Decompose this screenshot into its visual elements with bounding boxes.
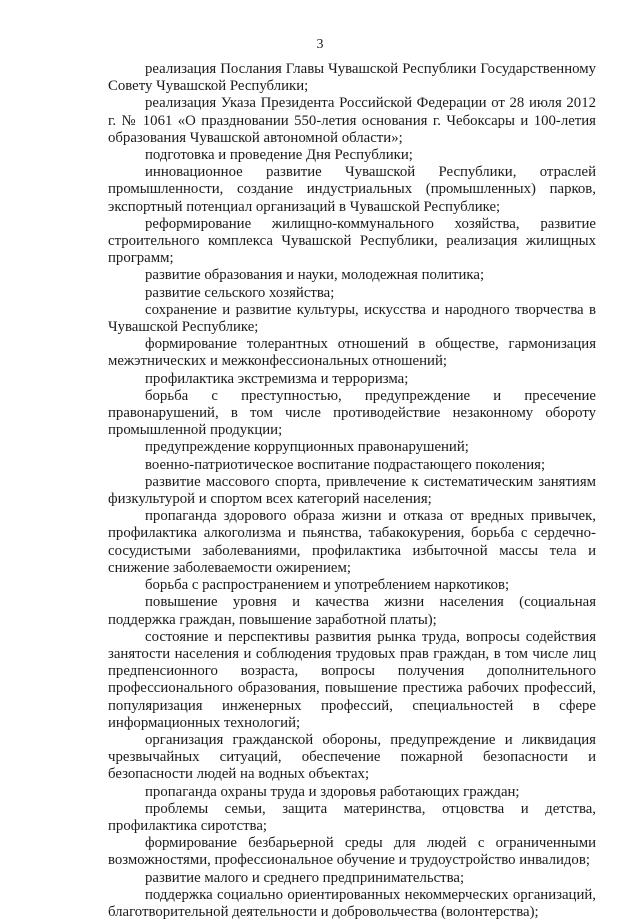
list-item: военно-патриотическое воспитание подрастающего поколения; [145,456,546,473]
list-item: пропаганда здорового образа жизни и отказа от вредных привычек, профилактика алкоголизма и пьянства, табакокурения, борьба с сердечно-сосудистыми заболеваниями, профилактика избыточной массы тела и снижение заболеваемости ожирением; [108,508,596,576]
list-item: инновационное развитие Чувашской Республики, отраслей промышленности, создание индустриальных (промышленных) парков, экспортный потенциал организаций в Чувашской Республике; [108,164,596,215]
list-item: подготовка и проведение Дня Республики; [145,147,413,164]
list-item: состояние и перспективы развития рынка труда, вопросы содействия занятости населения и соблюдения трудовых прав граждан, в том числе лиц предпенсионного возраста, вопросы получения дополнительного профессионального образования, повышение престижа рабочих профессий, популяризация инженерных профессий, специальностей в сфере информационных технологий; [108,628,596,731]
list-item: реализация Послания Главы Чувашской Республики Государственному Совету Чувашской Республики; [108,61,596,95]
list-item: предупреждение коррупционных правонарушений; [145,439,469,456]
list-item: пропаганда охраны труда и здоровья работающих граждан; [145,783,520,800]
list-item: развитие малого и среднего предпринимательства; [145,869,465,886]
list-item: профилактика экстремизма и терроризма; [145,370,409,387]
list-item: борьба с распространением и употреблением наркотиков; [145,577,510,594]
list-item: повышение уровня и качества жизни населения (социальная поддержка граждан, повышение заработной платы); [108,594,596,628]
list-item: реформирование жилищно-коммунального хозяйства, развитие строительного комплекса Чувашской Республики, реализация жилищных программ; [108,215,596,267]
page-number: 3 [316,37,324,52]
list-item: поддержка социально ориентированных некоммерческих организаций, благотворительной деятельности и добровольчества (волонтерства); [108,886,596,920]
list-item: развитие массового спорта, привлечение к систематическим занятиям физкультурой и спортом всех категорий населения; [108,473,596,508]
list-item: реализация Указа Президента Российской Федерации от 28 июля 2012 г. № 1061 «О праздновании 550-летия основания г. Чебоксары и 100-летия образования Чувашской автономной области»; [108,95,596,146]
list-item: развитие образования и науки, молодежная политика; [145,267,485,284]
list-item: борьба с преступностью, предупреждение и пресечение правонарушений, в том числе противодействие незаконному обороту промышленной продукции; [108,387,596,439]
list-item: развитие сельского хозяйства; [145,284,335,301]
list-item: сохранение и развитие культуры, искусства и народного творчества в Чувашской Республике; [108,301,596,336]
list-item: организация гражданской обороны, предупреждение и ликвидация чрезвычайных ситуаций, обеспечение пожарной безопасности и безопасности людей на водных объектах; [108,731,596,783]
list-item: формирование толерантных отношений в обществе, гармонизация межэтнических и межконфессиональных отношений; [108,336,596,370]
list-item: проблемы семьи, защита материнства, отцовства и детства, профилактика сиротства; [108,800,596,834]
body-text [108,61,596,921]
list-item: формирование безбарьерной среды для людей с ограниченными возможностями, профессиональное обучение и трудоустройство инвалидов; [108,835,596,869]
